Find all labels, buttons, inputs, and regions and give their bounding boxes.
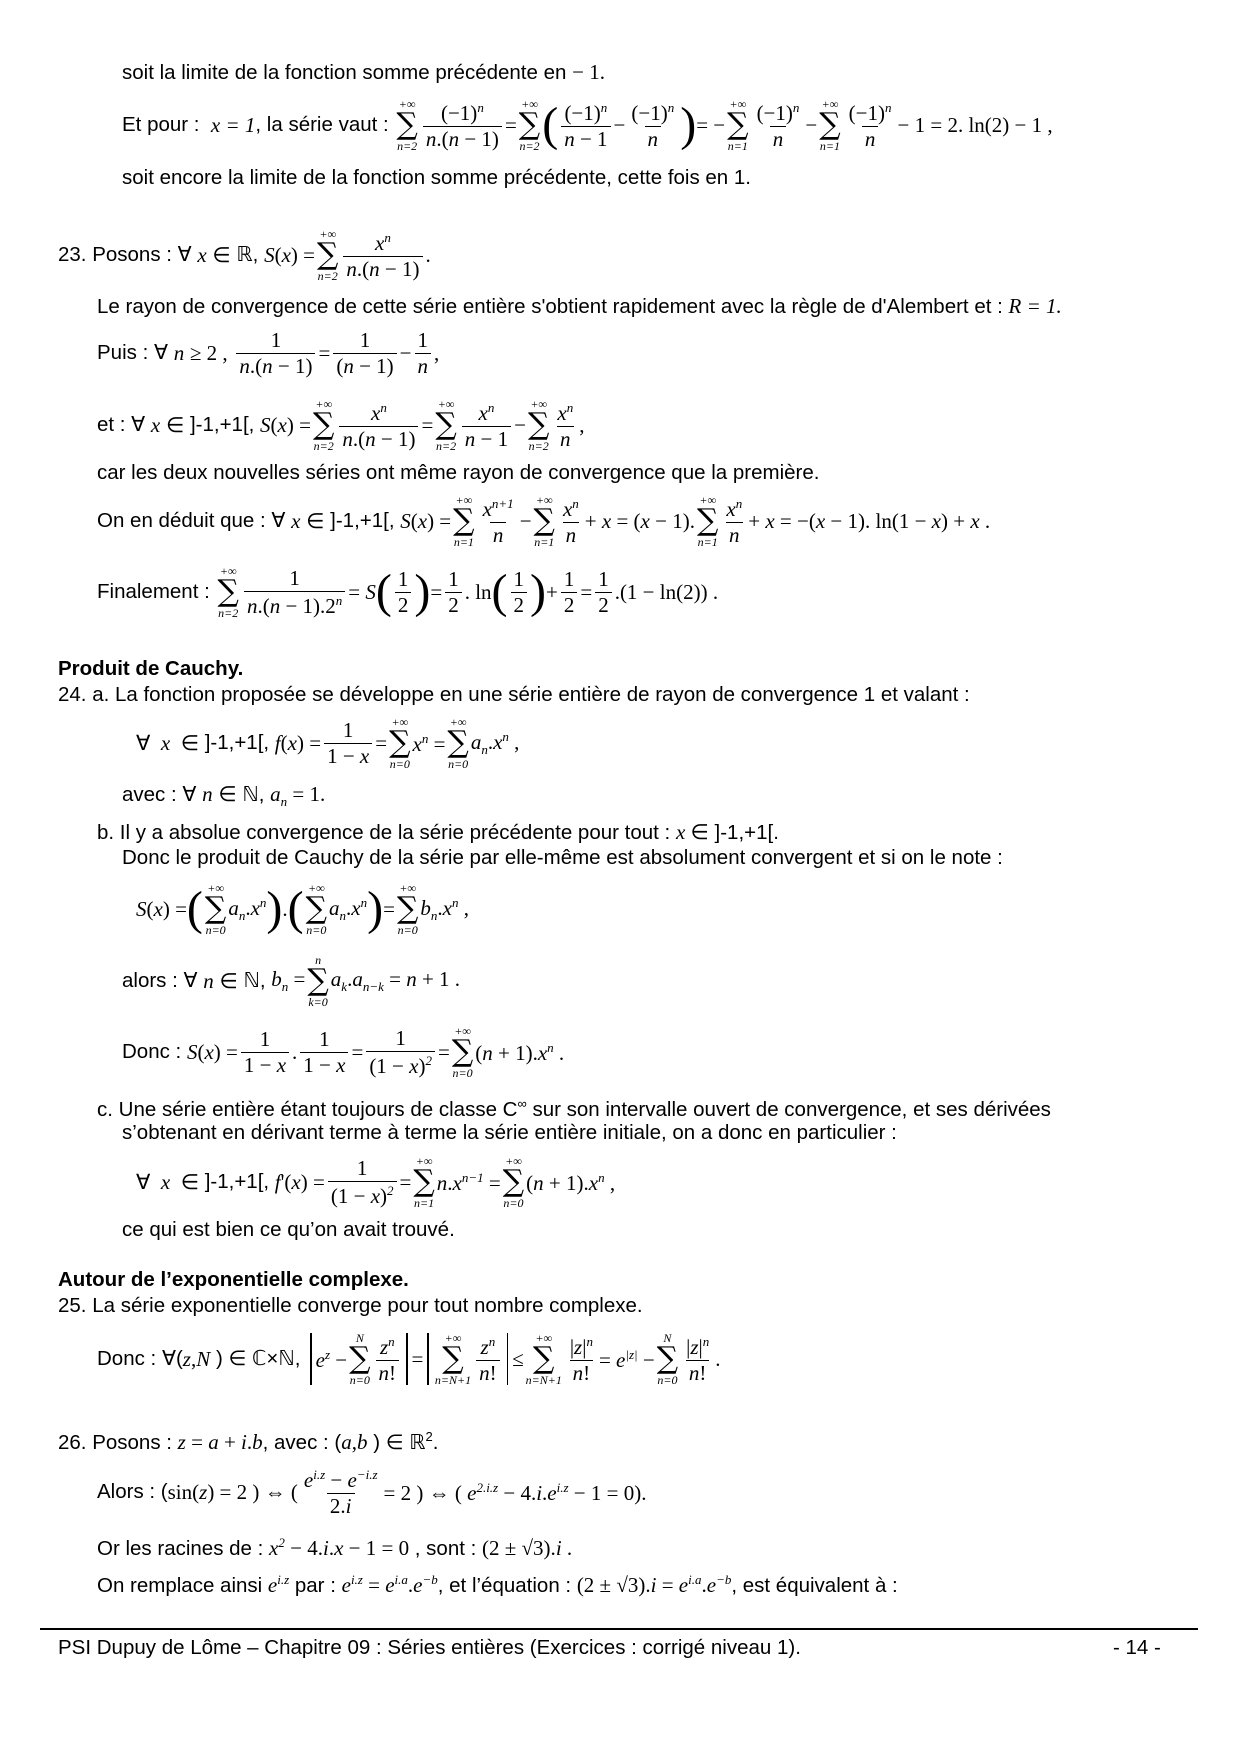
text-line: Or les racines de : $x^2 - 4.i.x - 1 = 0$ , sont : (2 ± √3).i .	[97, 1535, 573, 1560]
formula-line: Donc : S (x) = $\frac{1}{1 - x}$ . $\frac{1}{1 - x}$ = $\frac{1}{(1 - x)^2}$ = +∞ ∑ n=0 $(n + 1).x^n$ .	[122, 1024, 565, 1080]
formula-line: Finalement : +∞ ∑ n=2 $\frac{1}{n.(n - 1).2^n}$ = S ( $\frac{1}{2}$ ) = $\frac{1}{2}$ . ln ( $\frac{1}{2}$ ) + $\frac{1}{2}$ = $\frac{1}{2}$ .(1 − ln(2)) .	[97, 564, 719, 620]
formula-line: S (x) = ( +∞ ∑ n=0 $a_n.x^n$ ) . ( +∞ ∑ n=0 $a_n.x^n$ ) = +∞ ∑ n=0 $b_n.x^n$ ,	[136, 881, 469, 937]
formula-line: Puis : ∀ n ≥ 2 , $\frac{1}{n.(n - 1)}$ = $\frac{1}{(n - 1)}$ − $\frac{1}{n}$ ,	[97, 327, 440, 378]
formula-line: Alors : ( sin(z) = 2 ) ⇔ ( $\frac{e^{i.z} - e^{-i.z}}{2.i}$ = 2 ) ⇔ ( $e^{2.i.z} - 4.i.e^{i.z} - 1 = 0$).	[97, 1466, 647, 1518]
footer-rule	[40, 1628, 1198, 1630]
section-title: Autour de l’exponentielle complexe.	[58, 1268, 409, 1291]
formula-line: On en déduit que : ∀ x ∈ ]-1,+1[, S (x) = +∞ ∑ n=1 $\frac{x^{n+1}}{n}$ − +∞ ∑ n=1 $\frac{x^n}{n}$ + x = (x − 1). +∞ ∑ n=1 $\frac{x^n}{n}$ + x = −(x − 1). ln(1 − x) + x .	[97, 493, 991, 549]
text-line: 25. La série exponentielle converge pour tout nombre complexe.	[58, 1294, 643, 1317]
formula-line: ∀ x ∈ ]-1,+1[, f '(x) = $\frac{1}{(1 - x)^2}$ = +∞ ∑ n=1 $n.x^{n-1}$ = +∞ ∑ n=0 $(n + 1).x^n$ ,	[136, 1154, 616, 1210]
text-line: b. Il y a absolue convergence de la série précédente pour tout : x ∈ ]-1,+1[.	[97, 820, 779, 844]
section-title: Produit de Cauchy.	[58, 657, 244, 680]
footer-text: PSI Dupuy de Lôme – Chapitre 09 : Séries entières (Exercices : corrigé niveau 1).	[58, 1636, 801, 1659]
formula-line: Et pour : x = 1 , la série vaut : +∞ ∑ n=2 $\frac{(-1)^n}{n.(n - 1)}$ = +∞ ∑ n=2 ( $\frac{(-1)^n}{n - 1}$ − $\frac{(-1)^n}{n}$ ) = − +∞ ∑ n=1 $\frac{(-1)^n}{n}$ − +∞ ∑ n=1 $\frac{(-1)^n}{n}$ − 1 = 2. ln(2) − 1 ,	[122, 97, 1053, 153]
text-line: car les deux nouvelles séries ont même rayon de convergence que la première.	[97, 461, 820, 484]
formula-line: ∀ x ∈ ]-1,+1[, f (x) = $\frac{1}{1 - x}$ = +∞ ∑ n=0 $x^n$ = +∞ ∑ n=0 $a_n.x^n$ ,	[136, 715, 520, 771]
text-line: soit la limite de la fonction somme précédente en − 1.	[122, 60, 605, 84]
text-line: 26. Posons : z = a + i.b, avec : (a,b ) ∈ ℝ$^2$.	[58, 1429, 439, 1454]
text-line: soit encore la limite de la fonction somme précédente, cette fois en 1.	[122, 166, 752, 189]
exercise-23-heading: 23. Posons : ∀ x ∈ ℝ, S (x) = +∞ ∑ n=2 $\frac{x^n}{n.(n - 1)}$ .	[58, 227, 431, 283]
formula-line: alors : ∀ n ∈ ℕ, $b_n$ = n ∑ k=0 $a_k.a_{n-k} = n + 1$ .	[122, 953, 461, 1009]
text-line: ce qui est bien ce qu’on avait trouvé.	[122, 1218, 455, 1241]
text-line: 24. a. La fonction proposée se développe en une série entière de rayon de convergence 1 et valant :	[58, 683, 970, 706]
text-line: Donc le produit de Cauchy de la série par elle-même est absolument convergent et si on le note :	[122, 846, 1003, 869]
page-number: - 14 -	[1113, 1636, 1161, 1659]
text-line: s’obtenant en dérivant terme à terme la série entière initiale, on a donc en particulier :	[122, 1121, 897, 1144]
formula-line: et : ∀ x ∈ ]-1,+1[, S (x) = +∞ ∑ n=2 $\frac{x^n}{n.(n - 1)}$ = +∞ ∑ n=2 $\frac{x^n}{n - 1}$ − +∞ ∑ n=2 $\frac{x^n}{n}$ ,	[97, 397, 585, 453]
text-line: c. Une série entière étant toujours de classe C∞ sur son intervalle ouvert de convergence, et ses dérivées	[97, 1096, 1051, 1121]
text-line: Le rayon de convergence de cette série entière s'obtient rapidement avec la règle de d'Alembert et : R = 1.	[97, 294, 1062, 318]
text-line: avec : ∀ n ∈ ℕ, $a_n = 1$.	[122, 782, 326, 810]
formula-line: Donc : ∀( z , N ) ∈ ℂ×ℕ, $e^z$ − N ∑ n=0 $\frac{z^n}{n!}$ = +∞ ∑ n=N+1 $\frac{z^n}{n!}$ ≤ +∞ ∑ n=N+1 $\frac{|z|^n}{n!}$ = $e^{|z|}$ − N ∑ n=0 $\frac{|z|^n}{n!}$ .	[97, 1331, 721, 1387]
text-line: On remplace ainsi $e^{i.z}$ par : $e^{i.z} = e^{i.a}.e^{-b}$, et l’équation : $(2 \pm √3).i = e^{i.a}.e^{-b}$, est équivalent à :	[97, 1572, 898, 1597]
